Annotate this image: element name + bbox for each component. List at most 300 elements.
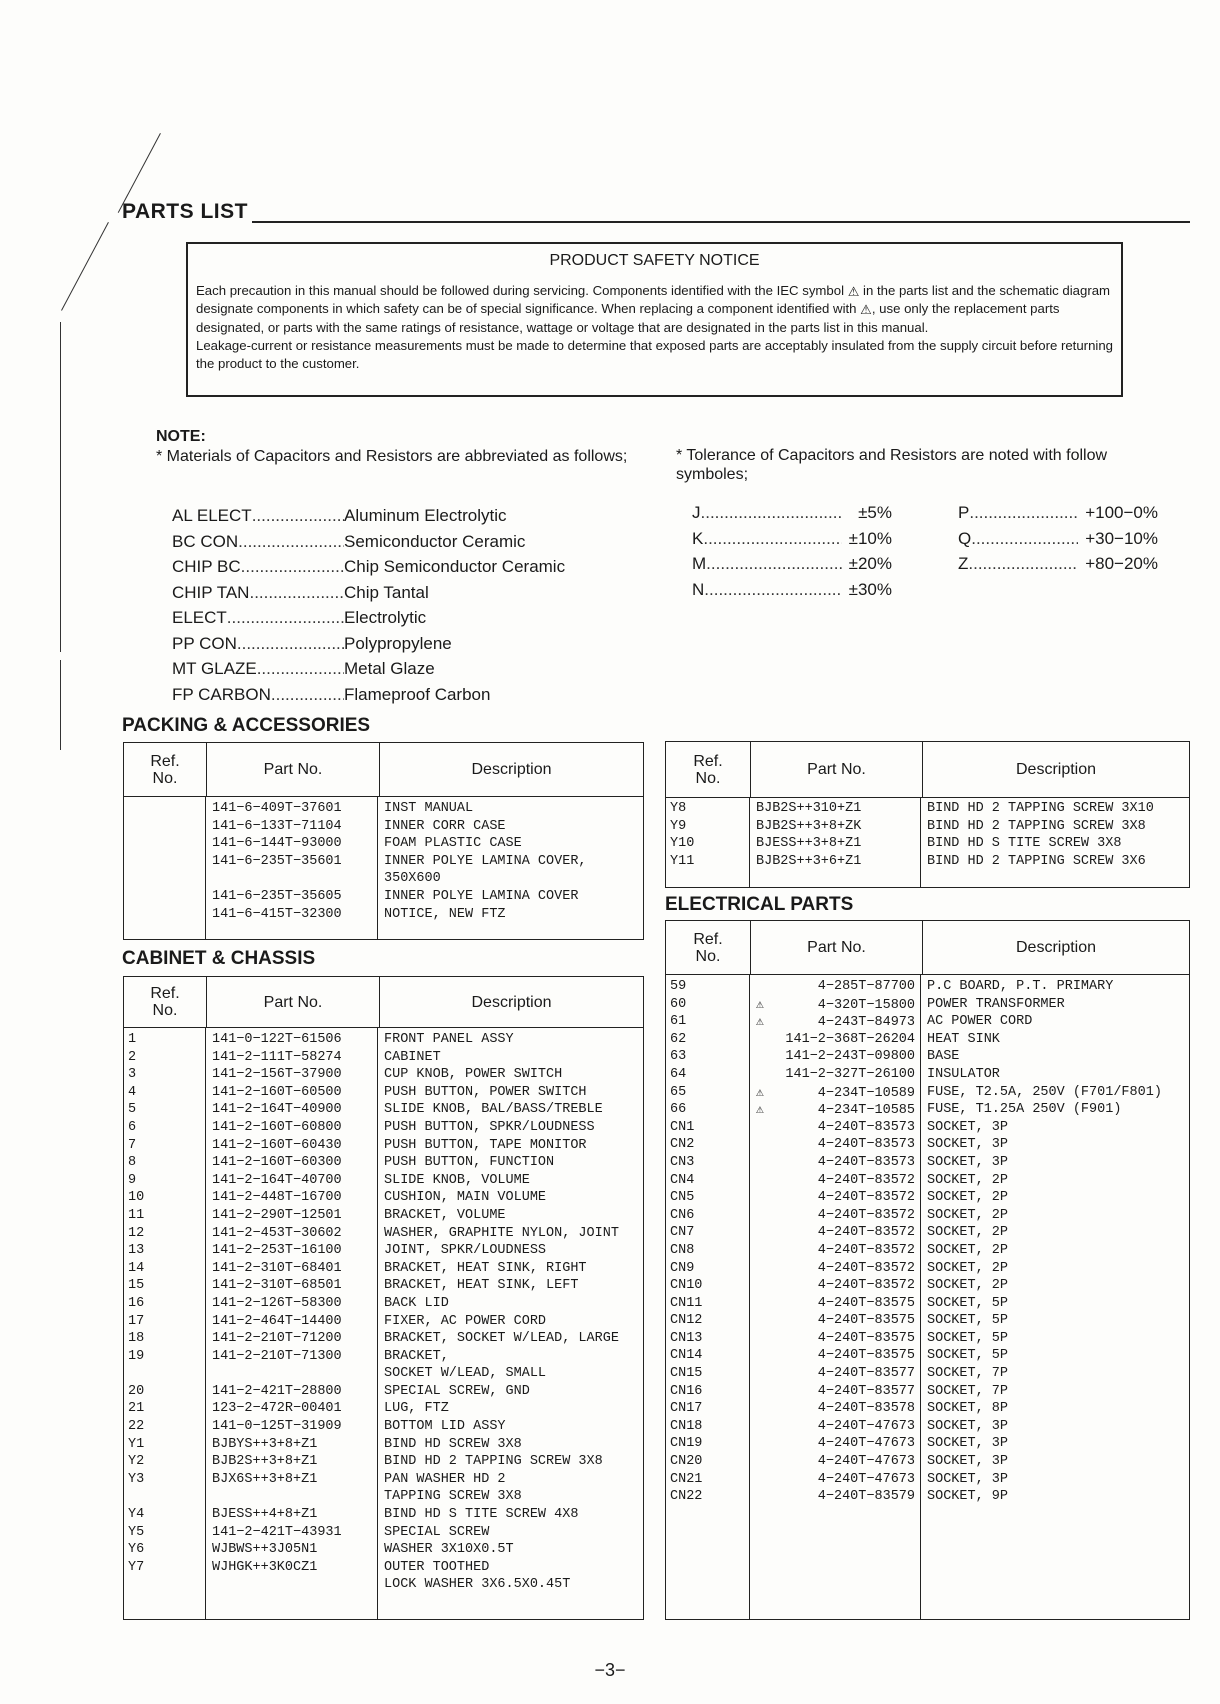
part-number-cell <box>206 1576 378 1594</box>
col-header-desc: Description <box>471 761 552 778</box>
ref-cell: Y10 <box>670 836 695 852</box>
part-number-cell: 141−2−290T−12501 <box>212 1207 342 1223</box>
part-number-cell: 141−2−310T−68501 <box>212 1278 342 1294</box>
part-number-cell: 4−240T−83575 <box>817 1330 915 1346</box>
part-number-cell: 4−240T−83579 <box>817 1489 915 1505</box>
tolerance-symbol: Z ..... <box>958 554 1078 580</box>
table-row <box>666 1101 1189 1119</box>
description-cell: LOCK WASHER 3X6.5X0.45T <box>384 1577 571 1593</box>
table-row <box>666 835 1189 853</box>
table-row <box>124 1242 643 1260</box>
part-number-cell: 123−2−472R−00401 <box>212 1401 342 1417</box>
packing-section-title: PACKING & ACCESSORIES <box>122 715 371 736</box>
tolerance-row <box>958 503 1158 529</box>
table-row <box>124 1418 643 1436</box>
description-cell: SOCKET, 3P <box>927 1119 1009 1135</box>
abbreviation-code: BC CON ..... <box>172 532 344 558</box>
description-cell: P.C BOARD, P.T. PRIMARY <box>927 979 1114 994</box>
safety-notice-text-1: Each precaution in this manual should be followed during servicing. Components identified with the IEC symbol <box>196 283 845 298</box>
tolerance-row <box>692 580 892 606</box>
col-header-ref: Ref. No. <box>666 921 751 974</box>
table-row <box>124 853 643 871</box>
description-cell: PUSH BUTTON, POWER SWITCH <box>384 1084 587 1100</box>
description-cell: SPECIAL SCREW <box>384 1524 490 1540</box>
ref-cell: Y7 <box>128 1559 145 1575</box>
ref-cell: CN20 <box>670 1454 703 1470</box>
part-number-cell <box>206 1488 378 1506</box>
description-cell: INNER CORR CASE <box>384 818 506 834</box>
cabinet-rows <box>124 1031 643 1594</box>
table-row <box>124 1524 643 1542</box>
table-row <box>124 1365 643 1383</box>
table-row <box>124 1260 643 1278</box>
tolerance-row <box>692 554 892 580</box>
table-row <box>124 835 643 853</box>
description-cell: BIND HD SCREW 3X8 <box>384 1436 522 1452</box>
ref-cell: Y1 <box>128 1436 145 1452</box>
ref-cell: 19 <box>128 1348 145 1364</box>
ref-cell: 18 <box>128 1331 145 1347</box>
part-number-cell: 4−240T−47673 <box>817 1436 915 1452</box>
part-number-cell: 4−240T−83575 <box>817 1348 915 1364</box>
ref-cell: CN11 <box>670 1295 703 1311</box>
description-cell: SOCKET, 3P <box>927 1137 1009 1153</box>
ref-cell: Y5 <box>128 1524 145 1540</box>
col-header-part: Part No. <box>207 977 380 1027</box>
part-number-cell: 4−240T−83573 <box>817 1154 915 1170</box>
part-number-cell: 4−240T−83572 <box>817 1207 915 1223</box>
table-row <box>124 1101 643 1119</box>
abbreviation-code: CHIP BC ..... <box>172 557 344 583</box>
col-header-part: Part No. <box>207 743 380 796</box>
description-cell: BIND HD S TITE SCREW 3X8 <box>927 836 1122 852</box>
table-row <box>124 1559 643 1577</box>
description-cell: BACK LID <box>384 1295 449 1311</box>
part-number-cell: 141−6−409T−37601 <box>212 801 342 816</box>
ref-cell: Y9 <box>670 818 687 834</box>
packing-rows <box>124 800 643 923</box>
description-cell: PAN WASHER HD 2 <box>384 1471 506 1487</box>
table-row <box>124 888 643 906</box>
part-number-cell: ⚠ 4−243T−84973 <box>756 1014 915 1031</box>
abbreviation-row <box>172 659 565 685</box>
iec-warning-icon: ⚠ <box>860 302 872 318</box>
ref-cell <box>124 800 206 818</box>
description-cell: INST MANUAL <box>384 801 474 816</box>
ref-cell: 3 <box>128 1067 137 1083</box>
ref-cell: CN4 <box>670 1172 695 1188</box>
table-row <box>666 1066 1189 1084</box>
part-number-cell: 141−6−133T−71104 <box>212 818 342 834</box>
part-number-cell: WJBWS++3J05N1 <box>212 1542 318 1558</box>
part-number-cell: BJBYS++3+8+Z1 <box>212 1436 318 1452</box>
table-row <box>666 996 1189 1014</box>
ref-cell: CN22 <box>670 1489 703 1505</box>
ref-cell <box>124 906 206 924</box>
part-number-cell <box>206 870 378 888</box>
abbreviation-meaning: Semiconductor Ceramic <box>344 531 526 551</box>
part-number-cell: BJB2S++3+8+ZK <box>756 818 862 834</box>
table-row <box>124 818 643 836</box>
table-row <box>666 800 1189 818</box>
description-cell: PUSH BUTTON, TAPE MONITOR <box>384 1137 587 1153</box>
ref-cell <box>124 853 206 871</box>
ref-cell: Y8 <box>670 801 687 816</box>
table-row <box>666 1330 1189 1348</box>
part-number-cell: 4−240T−83572 <box>817 1278 915 1294</box>
tolerance-list-left <box>692 503 892 605</box>
table-row <box>666 1277 1189 1295</box>
description-cell: BOTTOM LID ASSY <box>384 1419 506 1435</box>
col-header-desc: Description <box>471 993 552 1011</box>
part-number-cell: BJX6S++3+8+Z1 <box>212 1471 318 1487</box>
description-cell: POWER TRANSFORMER <box>927 996 1065 1012</box>
ref-cell <box>124 1365 206 1383</box>
part-number-cell: 4−240T−83572 <box>817 1190 915 1206</box>
description-cell: SOCKET, 2P <box>927 1242 1009 1258</box>
page-number: −3− <box>594 1660 626 1680</box>
tolerance-symbol: J ..... <box>692 503 842 529</box>
part-number-cell: 141−2−164T−40900 <box>212 1102 342 1118</box>
ref-cell: CN15 <box>670 1366 703 1382</box>
ref-cell: 11 <box>128 1207 145 1223</box>
col-header-desc: Description <box>1015 761 1097 778</box>
ref-cell: CN12 <box>670 1313 703 1329</box>
description-cell: PUSH BUTTON, FUNCTION <box>384 1155 555 1171</box>
abbreviation-code: AL ELECT ..... <box>172 506 344 532</box>
table-row <box>666 978 1189 996</box>
ref-cell: Y3 <box>128 1471 145 1487</box>
ref-cell: 63 <box>670 1049 687 1065</box>
part-number-cell: 141−2−464T−14400 <box>212 1313 342 1329</box>
part-number-cell: ⚠ 4−320T−15800 <box>756 996 915 1013</box>
abbreviation-code: ELECT ..... <box>172 608 344 634</box>
description-cell: FRONT PANEL ASSY <box>384 1032 514 1047</box>
table-row <box>666 853 1189 871</box>
table-row <box>666 1260 1189 1278</box>
part-number-cell: 141−6−235T−35601 <box>212 853 342 869</box>
ref-cell: 61 <box>670 1014 687 1030</box>
iec-warning-icon: ⚠ <box>847 284 860 299</box>
description-cell: FOAM PLASTIC CASE <box>384 836 522 852</box>
tolerance-symbol: K ..... <box>692 529 842 555</box>
table-row <box>124 1295 643 1313</box>
table-row <box>124 1330 643 1348</box>
part-number-cell: 141−2−421T−28800 <box>212 1383 342 1399</box>
description-cell: BASE <box>927 1049 960 1065</box>
table-row <box>666 1453 1189 1471</box>
table-row <box>124 1400 643 1418</box>
table-row <box>124 1084 643 1102</box>
description-cell: PUSH BUTTON, SPKR/LOUDNESS <box>384 1119 595 1135</box>
part-number-cell: 141−2−164T−40700 <box>212 1172 342 1188</box>
description-cell: BIND HD 2 TAPPING SCREW 3X8 <box>927 818 1146 834</box>
part-number-cell: 4−240T−83575 <box>817 1313 915 1329</box>
table-row <box>124 870 643 888</box>
tolerance-symbol: M ..... <box>692 554 842 580</box>
safety-notice-body <box>196 282 1113 373</box>
description-cell: FUSE, T1.25A 250V (F901) <box>927 1102 1122 1118</box>
part-number-cell: 141−2−111T−58274 <box>212 1049 342 1065</box>
ref-cell: 21 <box>128 1401 145 1417</box>
ref-cell: 12 <box>128 1225 145 1241</box>
description-cell: INNER POLYE LAMINA COVER, <box>384 853 587 869</box>
part-number-cell: 141−2−126T−58300 <box>212 1295 342 1311</box>
tolerance-row <box>692 503 892 529</box>
description-cell: LUG, FTZ <box>384 1401 449 1417</box>
part-number-cell: 4−240T−83577 <box>817 1383 915 1399</box>
ref-cell <box>124 888 206 906</box>
ref-cell: CN13 <box>670 1330 703 1346</box>
part-number-cell: 4−240T−83575 <box>817 1295 915 1311</box>
description-cell: SOCKET, 3P <box>927 1471 1009 1487</box>
ref-cell: CN17 <box>670 1401 703 1417</box>
abbreviation-list <box>172 506 565 710</box>
abbreviation-meaning: Electrolytic <box>344 608 427 627</box>
ref-cell <box>124 1488 206 1506</box>
electrical-section-title: ELECTRICAL PARTS <box>665 894 854 915</box>
note-tolerance-intro: * Tolerance of Capacitors and Resistors are noted with follow symboles; <box>676 447 1108 483</box>
ref-cell: 62 <box>670 1031 687 1047</box>
table-row <box>666 1084 1189 1102</box>
table-row <box>666 1136 1189 1154</box>
table-row <box>666 1400 1189 1418</box>
table-row <box>124 1066 643 1084</box>
safety-warning-icon: ⚠ <box>756 1102 764 1118</box>
part-number-cell: 141−2−243T−09800 <box>785 1049 915 1065</box>
description-cell: NOTICE, NEW FTZ <box>384 906 506 922</box>
ref-cell: 59 <box>670 979 687 994</box>
ref-cell: 1 <box>128 1032 137 1047</box>
table-row <box>124 906 643 924</box>
cabinet-section-title: CABINET & CHASSIS <box>122 948 316 969</box>
table-row <box>666 1365 1189 1383</box>
description-cell: BIND HD 2 TAPPING SCREW 3X8 <box>384 1454 603 1470</box>
table-row <box>124 1119 643 1137</box>
part-number-cell: 141−2−160T−60500 <box>212 1084 342 1100</box>
safety-notice-box <box>186 242 1123 397</box>
table-row <box>666 1418 1189 1436</box>
table-row <box>124 1453 643 1471</box>
col-header-ref: Ref. No. <box>124 743 207 796</box>
screws-table <box>665 741 1190 888</box>
tolerance-value: +30−10% <box>1085 528 1158 548</box>
part-number-cell: 141−2−160T−60430 <box>212 1137 342 1153</box>
table-row <box>124 1189 643 1207</box>
table-row <box>666 1031 1189 1049</box>
description-cell: BRACKET, SOCKET W/LEAD, LARGE <box>384 1331 619 1347</box>
description-cell: BRACKET, <box>384 1348 449 1364</box>
table-row <box>124 1207 643 1225</box>
ref-cell: Y11 <box>670 853 695 869</box>
table-row <box>124 1277 643 1295</box>
description-cell: SOCKET W/LEAD, SMALL <box>384 1366 547 1382</box>
part-number-cell: 141−2−448T−16700 <box>212 1190 342 1206</box>
ref-cell: CN3 <box>670 1154 695 1170</box>
table-row <box>124 1172 643 1190</box>
description-cell: WASHER, GRAPHITE NYLON, JOINT <box>384 1225 619 1241</box>
part-number-cell: 141−2−160T−60800 <box>212 1119 342 1135</box>
tolerance-row <box>958 529 1158 555</box>
note-abbreviation-intro: * Materials of Capacitors and Resistors are abbreviated as follows; <box>156 448 628 465</box>
part-number-cell: 141−2−453T−30602 <box>212 1225 342 1241</box>
description-cell: SOCKET, 3P <box>927 1454 1009 1470</box>
table-row <box>666 1312 1189 1330</box>
table-row <box>666 1435 1189 1453</box>
ref-cell <box>124 818 206 836</box>
margin-scribble <box>60 660 61 750</box>
description-cell: INSULATOR <box>927 1066 1000 1082</box>
ref-cell <box>124 870 206 888</box>
tolerance-symbol: Q ..... <box>958 529 1078 555</box>
abbreviation-row <box>172 583 565 609</box>
ref-cell: 13 <box>128 1243 145 1259</box>
part-number-cell: 4−240T−83572 <box>817 1242 915 1258</box>
ref-cell: CN9 <box>670 1260 695 1276</box>
part-number-cell: 4−240T−83578 <box>817 1401 915 1417</box>
tolerance-list-right <box>958 503 1158 580</box>
packing-table <box>123 742 644 940</box>
ref-cell: 15 <box>128 1278 145 1294</box>
description-cell: SOCKET, 3P <box>927 1436 1009 1452</box>
part-number-cell: 4−240T−47673 <box>817 1418 915 1434</box>
ref-cell: 10 <box>128 1190 145 1206</box>
safety-notice-text-2: in the parts list and the schematic diagram designate components in which safety can be of special significance. When replacing a component identified with <box>196 283 1111 317</box>
description-cell: SOCKET, 5P <box>927 1330 1009 1346</box>
description-cell: SOCKET, 3P <box>927 1418 1009 1434</box>
abbreviation-meaning: Aluminum Electrolytic <box>344 506 507 525</box>
ref-cell: 8 <box>128 1155 137 1171</box>
page-title: PARTS LIST <box>122 200 248 223</box>
ref-cell: 22 <box>128 1419 145 1435</box>
description-cell: HEAT SINK <box>927 1031 1000 1047</box>
part-number-cell: BJESS++3+8+Z1 <box>756 836 862 852</box>
table-row <box>124 1049 643 1067</box>
abbreviation-code: PP CON ..... <box>172 634 344 660</box>
ref-cell: 2 <box>128 1049 137 1065</box>
table-row <box>666 1189 1189 1207</box>
description-cell: SOCKET, 2P <box>927 1278 1009 1294</box>
part-number-cell: 141−2−310T−68401 <box>212 1260 342 1276</box>
table-row <box>124 1383 643 1401</box>
ref-cell: CN8 <box>670 1242 695 1258</box>
description-cell: INNER POLYE LAMINA COVER <box>384 888 579 904</box>
description-cell: BIND HD 2 TAPPING SCREW 3X6 <box>927 853 1146 869</box>
margin-scribble <box>61 222 109 311</box>
description-cell: SOCKET, 7P <box>927 1366 1009 1382</box>
ref-cell: Y2 <box>128 1454 145 1470</box>
description-cell: BRACKET, HEAT SINK, RIGHT <box>384 1260 587 1276</box>
table-row <box>124 1541 643 1559</box>
col-header-ref: Ref. No. <box>666 742 751 797</box>
ref-cell: 17 <box>128 1313 145 1329</box>
description-cell: BRACKET, VOLUME <box>384 1207 506 1223</box>
abbreviation-row <box>172 608 565 634</box>
table-row <box>666 1488 1189 1506</box>
ref-cell: 4 <box>128 1084 137 1100</box>
abbreviation-code: CHIP TAN ..... <box>172 583 344 609</box>
ref-cell: CN21 <box>670 1471 703 1487</box>
description-cell: SOCKET, 5P <box>927 1313 1009 1329</box>
part-number-cell: 141−2−253T−16100 <box>212 1243 342 1259</box>
part-number-cell: 141−2−156T−37900 <box>212 1067 342 1083</box>
part-number-cell: BJB2S++3+8+Z1 <box>212 1454 318 1470</box>
ref-cell: 64 <box>670 1066 687 1082</box>
part-number-cell: 4−285T−87700 <box>817 979 915 994</box>
part-number-cell: 141−2−421T−43931 <box>212 1524 342 1540</box>
tolerance-value: ±30% <box>848 579 892 599</box>
part-number-cell: 141−2−210T−71300 <box>212 1348 342 1364</box>
description-cell: TAPPING SCREW 3X8 <box>384 1489 522 1505</box>
description-cell: BRACKET, HEAT SINK, LEFT <box>384 1278 579 1294</box>
ref-cell: CN16 <box>670 1383 703 1399</box>
ref-cell <box>124 1576 206 1594</box>
part-number-cell: 4−240T−83572 <box>817 1260 915 1276</box>
part-number-cell: 141−0−122T−61506 <box>212 1032 342 1047</box>
safety-notice-text-3: , use only the replacement parts designated, or parts with the same ratings of resistance, wattage or voltage that are designated in the parts list in this manual. <box>196 301 1060 335</box>
table-row <box>124 1506 643 1524</box>
ref-cell: 14 <box>128 1260 145 1276</box>
col-header-part: Part No. <box>751 742 923 797</box>
margin-scribble <box>60 322 61 652</box>
ref-cell: 9 <box>128 1172 137 1188</box>
description-cell: OUTER TOOTHED <box>384 1559 490 1575</box>
description-cell: CUSHION, MAIN VOLUME <box>384 1190 547 1206</box>
table-row <box>666 1383 1189 1401</box>
description-cell: SPECIAL SCREW, GND <box>384 1383 530 1399</box>
safety-notice-text-4: Leakage-current or resistance measurements must be made to determine that exposed parts are acceptably insulated from the supply circuit before returning the product to the customer. <box>196 337 1114 372</box>
description-cell: BIND HD S TITE SCREW 4X8 <box>384 1507 579 1523</box>
ref-cell: CN18 <box>670 1418 703 1434</box>
part-number-cell: ⚠ 4−234T−10589 <box>756 1084 915 1101</box>
ref-cell: 16 <box>128 1295 145 1311</box>
abbreviation-code: MT GLAZE ..... <box>172 659 344 685</box>
part-number-cell: 4−240T−83572 <box>817 1225 915 1241</box>
part-number-cell: BJB2S++310+Z1 <box>756 801 862 816</box>
part-number-cell: 4−240T−83577 <box>817 1366 915 1382</box>
table-row <box>124 1031 643 1049</box>
table-row <box>666 1119 1189 1137</box>
description-cell: SOCKET, 3P <box>927 1154 1009 1170</box>
tolerance-row <box>692 529 892 555</box>
description-cell: SOCKET, 7P <box>927 1383 1009 1399</box>
ref-cell: 60 <box>670 996 687 1012</box>
table-row <box>666 1347 1189 1365</box>
tolerance-value: ±20% <box>848 554 892 573</box>
ref-cell: 7 <box>128 1137 137 1153</box>
abbreviation-row <box>172 634 565 660</box>
table-row <box>124 1348 643 1366</box>
description-cell: SOCKET, 2P <box>927 1225 1009 1241</box>
part-number-cell: 141−2−210T−71200 <box>212 1331 342 1347</box>
description-cell: SOCKET, 2P <box>927 1172 1009 1188</box>
description-cell: CABINET <box>384 1049 441 1065</box>
part-number-cell: 4−240T−47673 <box>817 1454 915 1470</box>
ref-cell: 66 <box>670 1102 687 1118</box>
part-number-cell: 4−240T−47673 <box>817 1471 915 1487</box>
abbreviation-meaning: Polypropylene <box>344 633 452 653</box>
ref-cell: 5 <box>128 1102 137 1118</box>
screws-rows <box>666 800 1189 870</box>
col-header-part: Part No. <box>751 921 923 974</box>
part-number-cell: 4−240T−83572 <box>817 1172 915 1188</box>
abbreviation-code: FP CARBON ..... <box>172 685 344 711</box>
ref-cell: CN6 <box>670 1207 695 1223</box>
description-cell: SOCKET, 8P <box>927 1401 1009 1417</box>
tolerance-row <box>958 554 1158 580</box>
safety-warning-icon: ⚠ <box>756 996 764 1012</box>
table-row <box>666 1295 1189 1313</box>
